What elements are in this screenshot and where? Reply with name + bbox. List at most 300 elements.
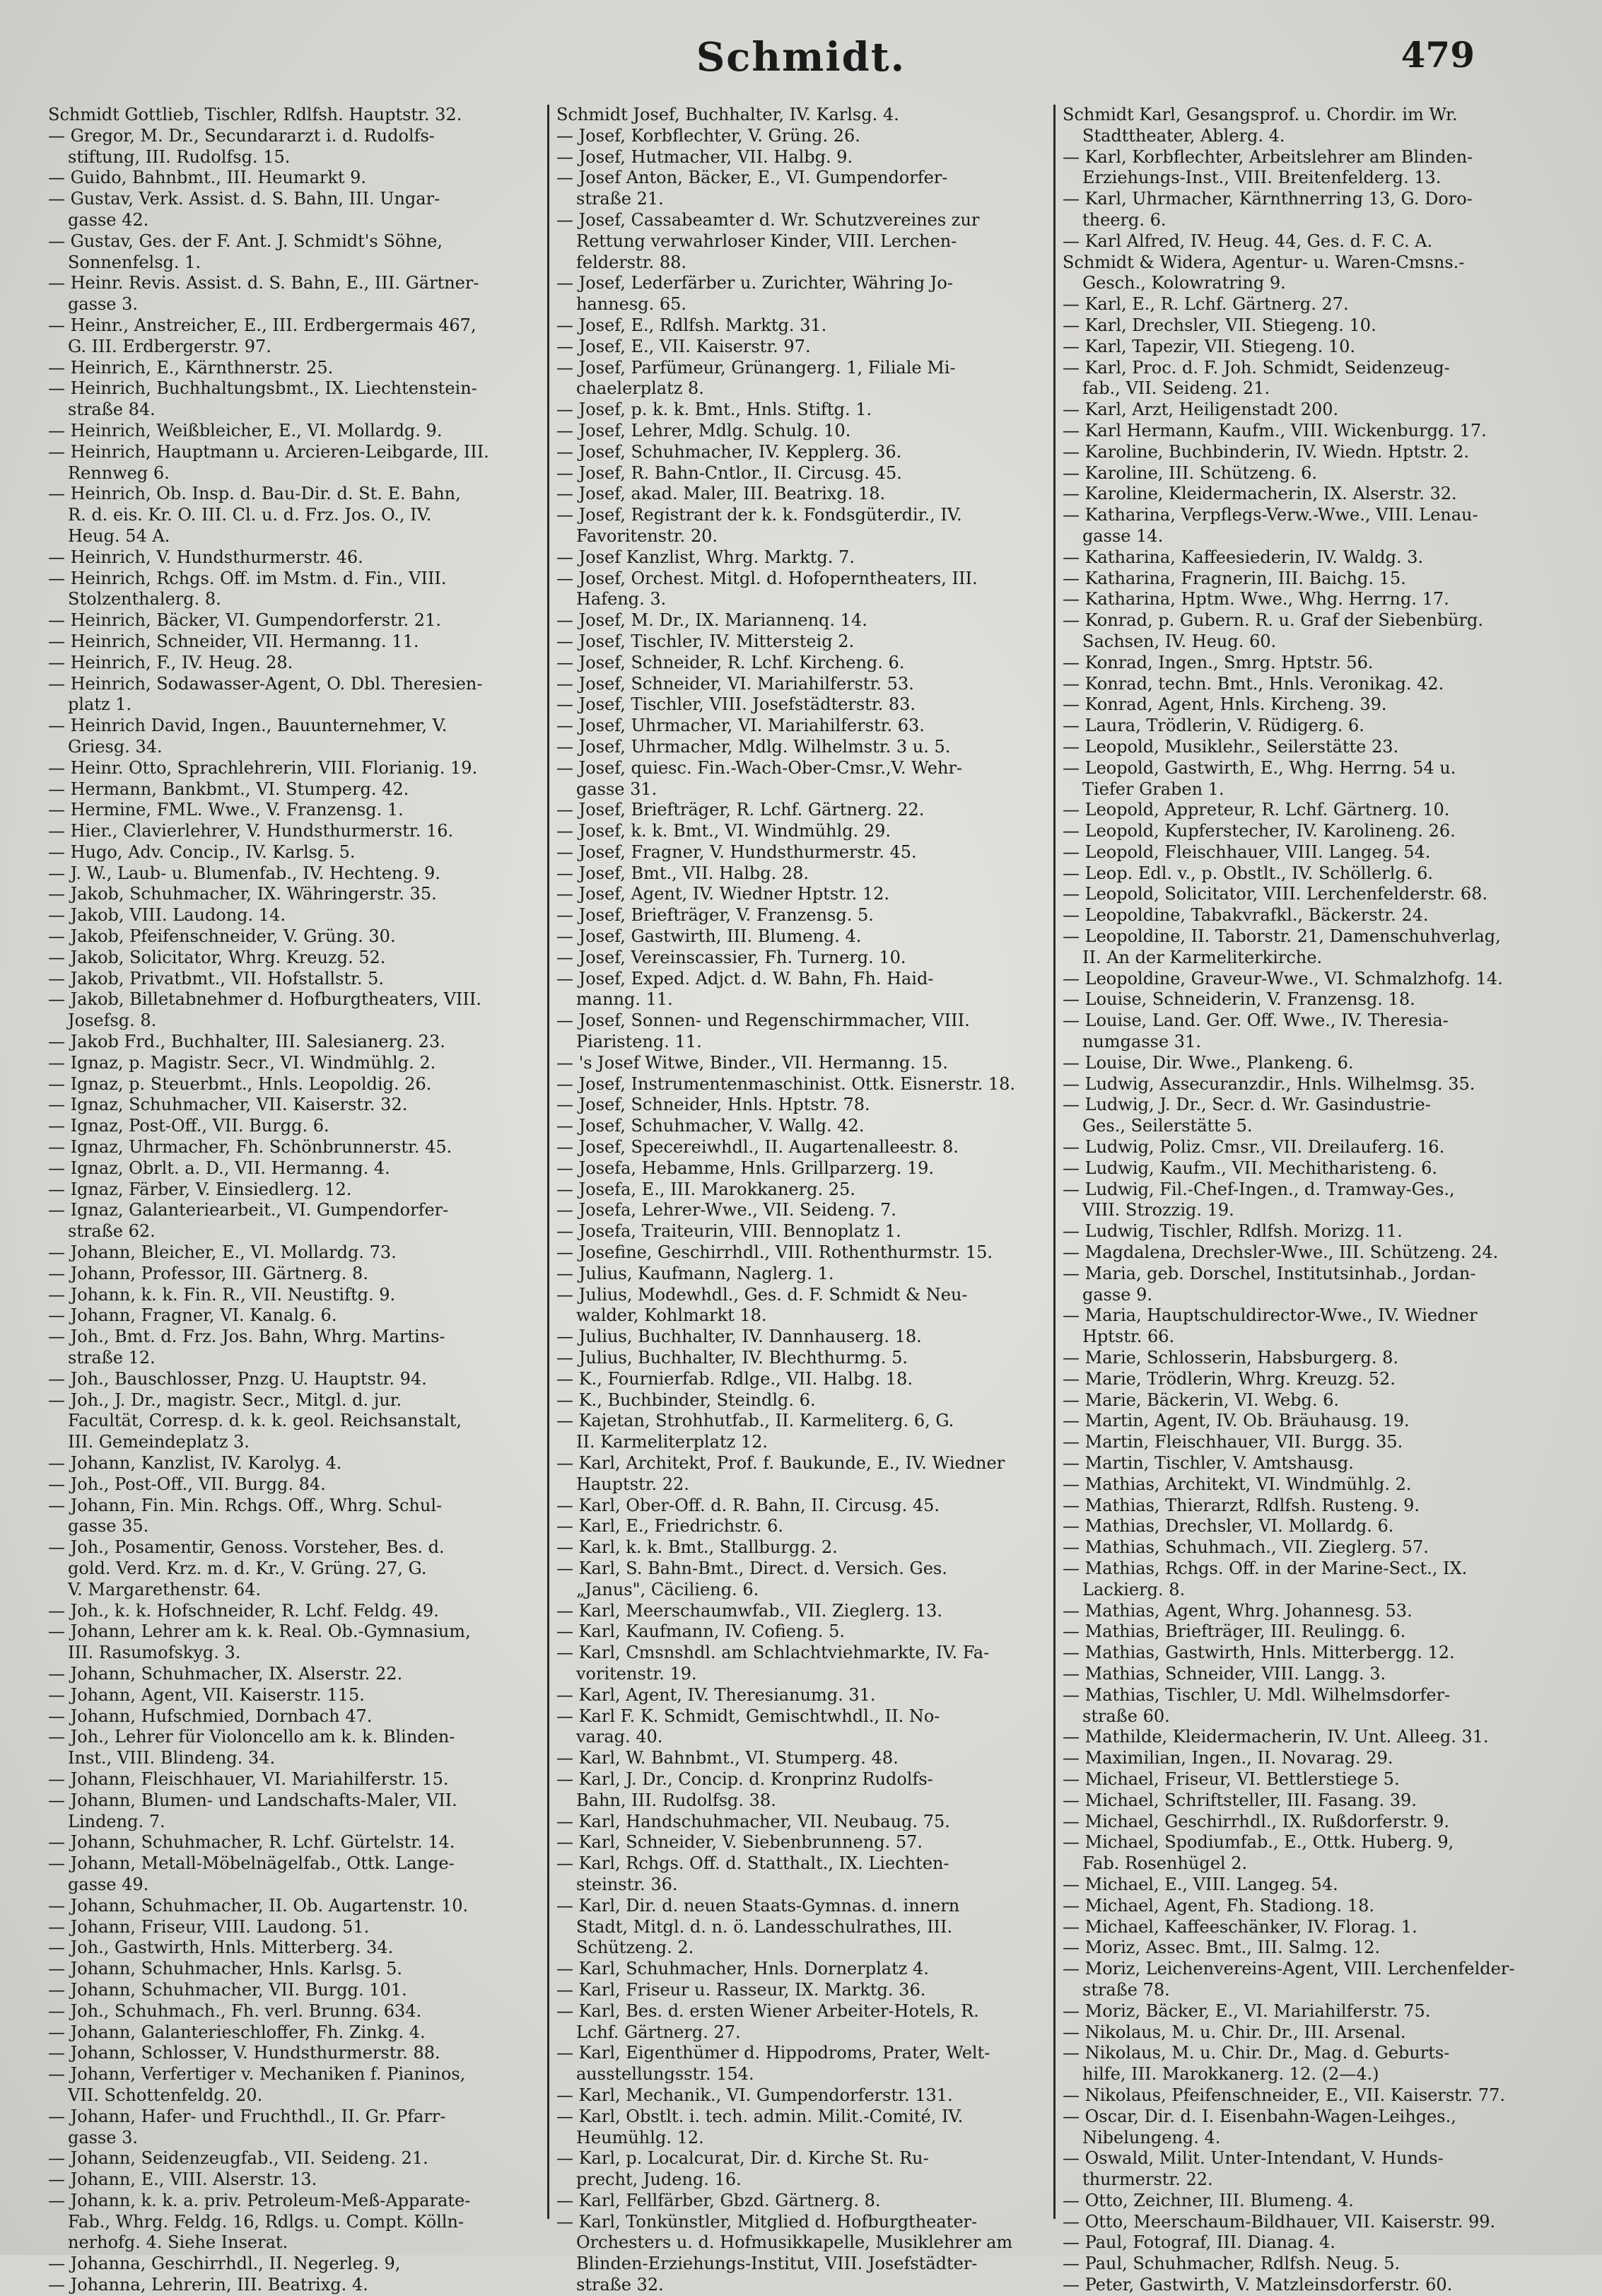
entry-line: — Josef, R. Bahn-Cntlor., II. Circusg. 45. [556,462,902,483]
entry-line: — Heinrich, Sodawasser-Agent, O. Dbl. Theresien- [48,673,483,694]
entry-line: — Heinrich, Weißbleicher, E., VI. Mollardg. 9. [48,420,443,441]
entry-line: — Ignaz, Post-Off., VII. Burgg. 6. [48,1116,329,1136]
entry-continuation-line: stiftung, III. Rudolfsg. 15. [68,146,291,167]
entry-line: — Guido, Bahnbmt., III. Heumarkt 9. [48,168,367,188]
entry-line: — Joh., Bmt. d. Frz. Jos. Bahn, Whrg. Martins- [48,1327,445,1347]
entry-line: — Josef, Schuhmacher, V. Wallg. 42. [556,1116,865,1136]
entry-line: — Josef, Hutmacher, VII. Halbg. 9. [556,146,853,167]
entry-line: Schmidt & Widera, Agentur- u. Waren-Cmsns.- [1063,252,1465,272]
entry-line: — Josef, Specereiwhdl., II. Augartenalleestr. 8. [556,1137,959,1158]
entry-line: — Karl, Cmsnshdl. am Schlachtviehmarkte, IV. Fa- [556,1643,990,1663]
entry-line: — Kajetan, Strohhutfab., II. Karmeliterg. 6, G. [556,1411,954,1431]
column-3 [1053,105,1560,2295]
entry-continuation-line: Favoritenstr. 20. [576,525,718,546]
entry-line: — Josefa, E., III. Marokkanerg. 25. [556,1179,855,1199]
entry-line: — Leopold, Musiklehr., Seilerstätte 23. [1063,736,1399,757]
entry-line: — Josef, Tischler, VIII. Josefstädterstr. 83. [556,694,916,715]
entry-line: — Karl, k. k. Bmt., Stallburgg. 2. [556,1537,838,1558]
entry-continuation-line: gasse 3. [68,294,139,315]
entry-line: — Karl, Schuhmacher, Hnls. Dornerplatz 4. [556,1959,929,1979]
entry-continuation-line: Rennweg 6. [68,462,170,483]
entry-continuation-line: straße 21. [576,189,664,209]
entry-continuation-line: ausstellungsstr. 154. [576,2064,754,2085]
entry-line: — Karl, J. Dr., Concip. d. Kronprinz Rudolfs- [556,1768,933,1789]
entry-line: — Heinrich, V. Hundsthurmerstr. 46. [48,547,363,567]
entry-continuation-line: theerg. 6. [1082,209,1167,230]
entry-line: — Josef, Agent, IV. Wiedner Hptstr. 12. [556,884,890,904]
entry-line: — Josef, quiesc. Fin.-Wach-Ober-Cmsr.,V. Wehr- [556,757,963,778]
entry-line: — Josefa, Traiteurin, VIII. Bennoplatz 1. [556,1221,901,1242]
entry-line: — Peter, Gastwirth, V. Matzleinsdorferstr. 60. [1063,2275,1453,2295]
entry-continuation-line: Facultät, Corresp. d. k. k. geol. Reichsanstalt, [68,1411,462,1431]
entry-line: — Michael, Schriftsteller, III. Fasang. 39. [1063,1790,1417,1810]
entry-line: — Moriz, Assec. Bmt., III. Salmg. 12. [1063,1937,1381,1958]
entry-line: — Nikolaus, Pfeifenschneider, E., VII. Kaiserstr. 77. [1063,2085,1506,2105]
entry-line: — Maria, Hauptschuldirector-Wwe., IV. Wiedner [1063,1305,1478,1326]
entry-line: — Konrad, p. Gubern. R. u. Graf der Siebenbürg. [1063,610,1484,631]
entry-continuation-line: Griesg. 34. [68,736,163,757]
entry-line: — Josefine, Geschirrhdl., VIII. Rothenthurmstr. 15. [556,1242,993,1263]
entry-line: — Johann, E., VIII. Alserstr. 13. [48,2169,317,2190]
entry-line: — Ignaz, Uhrmacher, Fh. Schönbrunnerstr. 45. [48,1137,452,1158]
entry-line: — Oswald, Milit. Unter-Intendant, V. Hunds- [1063,2148,1444,2169]
entry-line: — Johann, Schuhmacher, IX. Alserstr. 22. [48,1663,403,1684]
entry-continuation-line: Inst., VIII. Blindeng. 34. [68,1748,276,1768]
entry-line: — Heinrich, Buchhaltungsbmt., IX. Liechtenstein- [48,378,477,399]
entry-continuation-line: VIII. Strozzig. 19. [1082,1200,1234,1220]
entry-line: — Paul, Fotograf, III. Dianag. 4. [1063,2232,1335,2253]
entry-continuation-line: Sonnenfelsg. 1. [68,252,201,272]
entry-line: — Heinrich, Schneider, VII. Hermanng. 11. [48,631,419,651]
entry-line: — Katharina, Verpflegs-Verw.-Wwe., VIII. Lenau- [1063,505,1478,525]
entry-line: — Johann, Galanterieschloffer, Fh. Zinkg. 4. [48,2022,426,2042]
entry-line: — 's Josef Witwe, Binder., VII. Hermanng. 15. [556,1052,948,1073]
entry-continuation-line: III. Rasumofskyg. 3. [68,1643,241,1663]
entry-line: — Karl, E., R. Lchf. Gärtnerg. 27. [1063,294,1349,315]
entry-line: Schmidt Josef, Buchhalter, IV. Karlsg. 4. [556,105,899,124]
entry-line: — Leopoldine, Graveur-Wwe., VI. Schmalzhofg. 14. [1063,968,1503,989]
entry-line: — Josef, Uhrmacher, Mdlg. Wilhelmstr. 3 u. 5. [556,736,951,757]
entry-line: — Johann, Schuhmacher, II. Ob. Augartenstr. 10. [48,1895,469,1916]
entry-line: — Jakob, Solicitator, Whrg. Kreuzg. 52. [48,947,386,967]
entry-line: — Josef, Lederfärber u. Zurichter, Währing Jo- [556,273,953,293]
column-2 [547,105,1053,2295]
page-header [0,34,1602,98]
entry-line: — Johann, Verfertiger v. Mechaniken f. Pianinos, [48,2064,466,2085]
entry-line: — Nikolaus, M. u. Chir. Dr., Mag. d. Geburts- [1063,2043,1450,2063]
entry-line: — Josef, Cassabeamter d. Wr. Schutzvereines zur [556,209,980,230]
page-title: Schmidt. [696,34,906,81]
entry-line: — Johann, k. k. a. priv. Petroleum-Meß-Apparate- [48,2190,471,2210]
entry-line: — Johann, Friseur, VIII. Laudong. 51. [48,1916,370,1937]
entry-line: — Joh., J. Dr., magistr. Secr., Mitgl. d. jur. [48,1389,402,1410]
entry-continuation-line: chaelerplatz 8. [576,378,704,399]
entry-continuation-line: Josefsg. 8. [68,1010,157,1031]
entry-line: — Heinr. Revis. Assist. d. S. Bahn, E., III. Gärtner- [48,273,479,293]
entry-line: — Michael, E., VIII. Langeg. 54. [1063,1874,1338,1894]
entry-line: — Katharina, Kaffeesiederin, IV. Waldg. 3. [1063,547,1424,567]
entry-line: — Ignaz, p. Steuerbmt., Hnls. Leopoldig. 26. [48,1073,432,1094]
entry-line: — Leopoldine, II. Taborstr. 21, Damenschuhverlag, [1063,926,1501,947]
entry-continuation-line: nerhofg. 4. Siehe Inserat. [68,2232,288,2253]
entry-line: — Josef, M. Dr., IX. Mariannenq. 14. [556,610,867,631]
entry-line: — Johanna, Geschirrhdl., II. Negerleg. 9, [48,2254,401,2274]
entry-line: — Johann, Fin. Min. Rchgs. Off., Whrg. Schul- [48,1495,443,1515]
entry-line: — Karl Hermann, Kaufm., VIII. Wickenburgg. 17. [1063,420,1487,441]
columns-container [41,105,1561,2295]
entry-line: — Karl, Rchgs. Off. d. Statthalt., IX. Liechten- [556,1853,949,1874]
entry-line: — Karl, Obstlt. i. tech. admin. Milit.-Comité, IV. [556,2106,964,2126]
entry-line: — Josef, Instrumentenmaschinist. Ottk. Eisnerstr. 18. [556,1073,1015,1094]
entry-line: — Louise, Dir. Wwe., Plankeng. 6. [1063,1052,1354,1073]
entry-line: — Maximilian, Ingen., II. Novarag. 29. [1063,1748,1393,1768]
entry-line: — Karl, Dir. d. neuen Staats-Gymnas. d. innern [556,1895,960,1916]
entry-line: — Jakob Frd., Buchhalter, III. Salesianerg. 23. [48,1032,445,1052]
entry-line: — Karl, Arzt, Heiligenstadt 200. [1063,400,1339,420]
entry-line: — Karl, Kaufmann, IV. Cofieng. 5. [556,1621,845,1642]
entry-line: — Marie, Bäckerin, VI. Webg. 6. [1063,1389,1339,1410]
entry-continuation-line: hilfe, III. Marokkanerg. 12. (2—4.) [1082,2064,1379,2085]
entry-line: — Josef, Schneider, R. Lchf. Kircheng. 6. [556,652,905,672]
entry-line: — Moriz, Leichenvereins-Agent, VIII. Lerchenfelder- [1063,1959,1515,1979]
entry-line: — Hermine, FML. Wwe., V. Franzensg. 1. [48,800,404,820]
entry-line: — Ludwig, Fil.-Chef-Ingen., d. Tramway-Ges., [1063,1179,1455,1199]
entry-continuation-line: Erziehungs-Inst., VIII. Breitenfelderg. 13. [1082,168,1442,188]
entry-line: — Josef Anton, Bäcker, E., VI. Gumpendorfer- [556,168,948,188]
entry-line: — Mathias, Agent, Whrg. Johannesg. 53. [1063,1600,1413,1621]
entry-line: — Heinr., Anstreicher, E., III. Erdbergermais 467, [48,315,476,335]
entry-continuation-line: gasse 49. [68,1874,149,1894]
entry-line: — Josef Kanzlist, Whrg. Marktg. 7. [556,547,855,567]
entry-line: — Josef, Tischler, IV. Mittersteig 2. [556,631,855,651]
entry-line: — Johann, Schlosser, V. Hundsthurmerstr. 88. [48,2043,440,2063]
entry-line: — Ludwig, J. Dr., Secr. d. Wr. Gasindustrie- [1063,1095,1431,1115]
entry-line: — Johann, Schuhmacher, Hnls. Karlsg. 5. [48,1959,403,1979]
entry-line: — Karoline, Kleidermacherin, IX. Alserstr. 32. [1063,484,1457,504]
entry-line: — Leopold, Kupferstecher, IV. Karolineng. 26. [1063,821,1456,841]
entry-continuation-line: „Janus", Cäcilieng. 6. [576,1579,759,1599]
entry-continuation-line: R. d. eis. Kr. O. III. Cl. u. d. Frz. Jos. O., IV. [68,505,432,525]
entry-continuation-line: G. III. Erdbergerstr. 97. [68,336,271,356]
entry-line: — Josef, Schneider, Hnls. Hptstr. 78. [556,1095,870,1115]
entry-line: — Josef, p. k. k. Bmt., Hnls. Stiftg. 1. [556,400,872,420]
entry-line: — Ignaz, Schuhmacher, VII. Kaiserstr. 32. [48,1095,408,1115]
entry-continuation-line: varag. 40. [576,1727,663,1747]
entry-line: — Jakob, Billetabnehmer d. Hofburgtheaters, VIII. [48,989,481,1010]
entry-line: — Heinrich, Rchgs. Off. im Mstm. d. Fin., VIII. [48,568,447,588]
entry-line: — Konrad, Ingen., Smrg. Hptstr. 56. [1063,652,1374,672]
entry-line: — Johann, k. k. Fin. R., VII. Neustiftg. 9. [48,1284,396,1305]
entry-continuation-line: II. An der Karmeliterkirche. [1082,947,1323,967]
entry-line: — Johann, Hafer- und Fruchthdl., II. Gr. Pfarr- [48,2106,446,2126]
entry-line: — Karl, S. Bahn-Bmt., Direct. d. Versich. Ges. [556,1558,947,1578]
entry-continuation-line: Fab. Rosenhügel 2. [1082,1853,1248,1874]
entry-line: — Karl, Friseur u. Rasseur, IX. Marktg. 36. [556,1979,926,2000]
entry-line: — Ignaz, Galanteriearbeit., VI. Gumpendorfer- [48,1200,449,1220]
entry-continuation-line: Stolzenthalerg. 8. [68,589,221,610]
entry-line: — Julius, Modewhdl., Ges. d. F. Schmidt & Neu- [556,1284,968,1305]
entry-line: — Mathias, Schuhmach., VII. Zieglerg. 57. [1063,1537,1429,1558]
entry-line: — Martin, Agent, IV. Ob. Bräuhausg. 19. [1063,1411,1410,1431]
entry-line: — Mathias, Schneider, VIII. Langg. 3. [1063,1663,1386,1684]
entry-line: — Heinrich, Ob. Insp. d. Bau-Dir. d. St. E. Bahn, [48,484,461,504]
entry-line: — Karl, p. Localcurat, Dir. d. Kirche St. Ru- [556,2148,929,2169]
entry-line: — Joh., Posamentir, Genoss. Vorsteher, Bes. d. [48,1537,445,1558]
entry-line: — Johann, Blumen- und Landschafts-Maler, VII. [48,1790,457,1810]
entry-line: — Joh., Schuhmach., Fh. verl. Brunng. 634. [48,2000,422,2021]
entry-line: — Karl, Meerschaumwfab., VII. Zieglerg. 13. [556,1600,943,1621]
entry-line: — Karl, Agent, IV. Theresianumg. 31. [556,1684,876,1705]
entry-line: — Josefa, Lehrer-Wwe., VII. Seideng. 7. [556,1200,896,1220]
entry-continuation-line: felderstr. 88. [576,252,687,272]
entry-continuation-line: VII. Schottenfeldg. 20. [68,2085,263,2105]
entry-line: — Johann, Seidenzeugfab., VII. Seideng. 21. [48,2148,428,2169]
entry-line: — Mathias, Rchgs. Off. in der Marine-Sect., IX. [1063,1558,1468,1578]
entry-line: — Paul, Schuhmacher, Rdlfsh. Neug. 5. [1063,2254,1401,2274]
entry-continuation-line: hannesg. 65. [576,294,686,315]
entry-continuation-line: Bahn, III. Rudolfsg. 38. [576,1790,776,1810]
entry-line: — Mathias, Tischler, U. Mdl. Wilhelmsdorfer- [1063,1684,1451,1705]
entry-continuation-line: Hptstr. 66. [1082,1327,1175,1347]
entry-line: — Josef, Exped. Adjct. d. W. Bahn, Fh. Haid- [556,968,934,989]
entry-line: — J. W., Laub- u. Blumenfab., IV. Hechteng. 9. [48,863,440,883]
entry-continuation-line: gasse 35. [68,1516,149,1537]
entry-continuation-line: Stadttheater, Ablerg. 4. [1082,125,1285,146]
entry-line: — Hermann, Bankbmt., VI. Stumperg. 42. [48,779,409,799]
entry-continuation-line: platz 1. [68,694,132,715]
entry-line: — Katharina, Hptm. Wwe., Whg. Herrng. 17. [1063,589,1449,610]
entry-continuation-line: Heumühlg. 12. [576,2127,704,2148]
entry-line: — Karl, Handschuhmacher, VII. Neubaug. 75. [556,1811,950,1831]
entry-continuation-line: Lindeng. 7. [68,1811,165,1831]
entry-line: — Julius, Buchhalter, IV. Dannhauserg. 18. [556,1327,922,1347]
entry-line: — Johann, Agent, VII. Kaiserstr. 115. [48,1684,365,1705]
entry-line: — Karoline, Buchbinderin, IV. Wiedn. Hptstr. 2. [1063,441,1469,462]
entry-continuation-line: Ges., Seilerstätte 5. [1082,1116,1253,1136]
entry-continuation-line: voritenstr. 19. [576,1663,697,1684]
entry-line: — Leopold, Gastwirth, E., Whg. Herrng. 54 u. [1063,757,1456,778]
entry-continuation-line: straße 60. [1082,1706,1170,1726]
entry-line: Schmidt Karl, Gesangsprof. u. Chordir. im Wr. [1063,105,1458,124]
entry-line: — Hugo, Adv. Concip., IV. Karlsg. 5. [48,841,356,862]
entry-line: — Josef, Orchest. Mitgl. d. Hofoperntheaters, III. [556,568,978,588]
entry-continuation-line: Fab., Whrg. Feldg. 16, Rdlgs. u. Compt. Kölln- [68,2211,464,2232]
entry-line: — Jakob, Pfeifenschneider, V. Grüng. 30. [48,926,396,947]
entry-line: — Maria, geb. Dorschel, Institutsinhab., Jordan- [1063,1263,1476,1283]
entry-line: — Johann, Professor, III. Gärtnerg. 8. [48,1263,368,1283]
entry-line: — Jakob, Schuhmacher, IX. Währingerstr. 35. [48,884,437,904]
entry-line: — Louise, Land. Ger. Off. Wwe., IV. Theresia- [1063,1010,1449,1031]
entry-line: — Joh., Gastwirth, Hnls. Mitterberg. 34. [48,1937,394,1958]
entry-line: — Josef, Bmt., VII. Halbg. 28. [556,863,809,883]
entry-line: — Heinrich, Bäcker, VI. Gumpendorferstr. 21. [48,610,441,631]
entry-line: — Joh., Lehrer für Violoncello am k. k. Blinden- [48,1727,455,1747]
entry-line: — Josef, Parfümeur, Grünangerg. 1, Filiale Mi- [556,357,956,378]
entry-continuation-line: Rettung verwahrloser Kinder, VIII. Lerchen- [576,231,957,251]
entry-line: — Josef, k. k. Bmt., VI. Windmühlg. 29. [556,821,891,841]
entry-continuation-line: gasse 42. [68,209,149,230]
entry-line: — Karl Alfred, IV. Heug. 44, Ges. d. F. C. A. [1063,231,1433,251]
entry-line: — Johann, Kanzlist, IV. Karolyg. 4. [48,1453,342,1473]
entry-continuation-line: straße 32. [576,2275,664,2295]
entry-line: — Karl, Eigenthümer d. Hippodroms, Prater, Welt- [556,2043,990,2063]
entry-line: — Josef, Vereinscassier, Fh. Turnerg. 10. [556,947,906,967]
entry-continuation-line: III. Gemeindeplatz 3. [68,1432,250,1452]
entry-line: — Karl, Architekt, Prof. f. Baukunde, E., IV. Wiedner [556,1453,1005,1473]
entry-line: — Oscar, Dir. d. I. Eisenbahn-Wagen-Leihges., [1063,2106,1456,2126]
entry-line: — Josef, Registrant der k. k. Fondsgüterdir., IV. [556,505,962,525]
entry-line: — Michael, Kaffeeschänker, IV. Florag. 1. [1063,1916,1417,1937]
entry-line: — Josef, Lehrer, Mdlg. Schulg. 10. [556,420,851,441]
entry-line: — Karoline, III. Schützeng. 6. [1063,462,1318,483]
entry-line: — Konrad, Agent, Hnls. Kircheng. 39. [1063,694,1387,715]
entry-line: — Gustav, Ges. der F. Ant. J. Schmidt's Söhne, [48,231,443,251]
entry-line: — Josef, E., VII. Kaiserstr. 97. [556,336,811,356]
entry-continuation-line: precht, Judeng. 16. [576,2169,742,2190]
entry-line: — Leopold, Appreteur, R. Lchf. Gärtnerg. 10. [1063,800,1450,820]
entry-line: — Karl, Bes. d. ersten Wiener Arbeiter-Hotels, R. [556,2000,979,2021]
entry-line: — Josef, E., Rdlfsh. Marktg. 31. [556,315,827,335]
entry-line: — Heinrich, E., Kärnthnerstr. 25. [48,357,334,378]
entry-line: — Johann, Bleicher, E., VI. Mollardg. 73. [48,1242,397,1263]
entry-line: — Leopoldine, Tabakvrafkl., Bäckerstr. 24. [1063,905,1429,926]
entry-line: — Leopold, Solicitator, VIII. Lerchenfelderstr. 68. [1063,884,1488,904]
entry-line: — Mathilde, Kleidermacherin, IV. Unt. Alleeg. 31. [1063,1727,1489,1747]
entry-line: — Johann, Fleischhauer, VI. Mariahilferstr. 15. [48,1768,449,1789]
entry-line: — Joh., Bauschlosser, Pnzg. U. Hauptstr. 94. [48,1368,427,1389]
entry-line: — Ignaz, p. Magistr. Secr., VI. Windmühlg. 2. [48,1052,436,1073]
entry-line: — K., Buchbinder, Steindlg. 6. [556,1389,816,1410]
entry-line: — Magdalena, Drechsler-Wwe., III. Schützeng. 24. [1063,1242,1499,1263]
page-number: 479 [1401,34,1475,76]
entry-line: — Michael, Geschirrhdl., IX. Rußdorferstr. 9. [1063,1811,1449,1831]
column-1 [41,105,547,2295]
entry-continuation-line: Hauptstr. 22. [576,1474,689,1494]
entry-line: — Josef, Schneider, VI. Mariahilferstr. 53. [556,673,914,694]
entry-line: — Karl F. K. Schmidt, Gemischtwhdl., II. No- [556,1706,940,1726]
entry-line: — Karl, W. Bahnbmt., VI. Stumperg. 48. [556,1748,899,1768]
entry-line: — Johann, Hufschmied, Dornbach 47. [48,1706,373,1726]
entry-continuation-line: manng. 11. [576,989,673,1010]
entry-continuation-line: Hafeng. 3. [576,589,667,610]
entry-continuation-line: V. Margarethenstr. 64. [68,1579,262,1599]
entry-line: — Karl, Ober-Off. d. R. Bahn, II. Circusg. 45. [556,1495,940,1515]
entry-line: — Karl, Uhrmacher, Kärnthnerring 13, G. Doro- [1063,189,1473,209]
entry-line: — Heinr. Otto, Sprachlehrerin, VIII. Florianig. 19. [48,757,478,778]
entry-line: — Karl, Mechanik., VI. Gumpendorferstr. 131. [556,2085,953,2105]
entry-line: — Josef, Briefträger, V. Franzensg. 5. [556,905,874,926]
entry-line: — Heinrich, F., IV. Heug. 28. [48,652,293,672]
entry-line: — Josef, Korbflechter, V. Grüng. 26. [556,125,860,146]
entry-line: — Julius, Buchhalter, IV. Blechthurmg. 5. [556,1348,908,1368]
entry-line: — Otto, Meerschaum-Bildhauer, VII. Kaiserstr. 99. [1063,2211,1496,2232]
entry-continuation-line: thurmerstr. 22. [1082,2169,1213,2190]
entry-continuation-line: straße 84. [68,400,156,420]
entry-line: — Jakob, VIII. Laudong. 14. [48,905,286,926]
entry-line: — Heinrich David, Ingen., Bauunternehmer, V. [48,716,448,736]
entry-line: — Mathias, Drechsler, VI. Mollardg. 6. [1063,1516,1394,1537]
entry-line: — Josef, Fragner, V. Hundsthurmerstr. 45. [556,841,917,862]
entry-line: — Ignaz, Obrlt. a. D., VII. Hermanng. 4. [48,1158,390,1178]
entry-continuation-line: Tiefer Graben 1. [1082,779,1224,799]
entry-line: — Johann, Schuhmacher, R. Lchf. Gürtelstr. 14. [48,1832,455,1853]
entry-line: — Josefa, Hebamme, Hnls. Grillparzerg. 19. [556,1158,935,1178]
entry-line: — Martin, Fleischhauer, VII. Burgg. 35. [1063,1432,1403,1452]
entry-continuation-line: Lchf. Gärtnerg. 27. [576,2022,741,2042]
entry-line: — Mathias, Architekt, VI. Windmühlg. 2. [1063,1474,1412,1494]
entry-line: — Karl, Tonkünstler, Mitglied d. Hofburgtheater- [556,2211,978,2232]
entry-line: — Martin, Tischler, V. Amtshausg. [1063,1453,1354,1473]
entry-line: — Joh., Post-Off., VII. Burgg. 84. [48,1474,326,1494]
entry-line: — Moriz, Bäcker, E., VI. Mariahilferstr. 75. [1063,2000,1431,2021]
entry-continuation-line: Sachsen, IV. Heug. 60. [1082,631,1277,651]
entry-line: — Leop. Edl. v., p. Obstlt., IV. Schöllerlg. 6. [1063,863,1433,883]
entry-line: — Heinrich, Hauptmann u. Arcieren-Leibgarde, III. [48,441,489,462]
entry-continuation-line: fab., VII. Seideng. 21. [1082,378,1270,399]
entry-line: — Louise, Schneiderin, V. Franzensg. 18. [1063,989,1415,1010]
entry-line: — Karl, Fellfärber, Gbzd. Gärtnerg. 8. [556,2190,881,2210]
entry-line: — Michael, Spodiumfab., E., Ottk. Huberg. 9, [1063,1832,1454,1853]
entry-line: — Nikolaus, M. u. Chir. Dr., III. Arsenal. [1063,2022,1406,2042]
entry-line: — Konrad, techn. Bmt., Hnls. Veronikag. 42. [1063,673,1444,694]
entry-continuation-line: straße 78. [1082,1979,1170,2000]
entry-continuation-line: straße 12. [68,1348,156,1368]
entry-line: — Karl, E., Friedrichstr. 6. [556,1516,784,1537]
entry-line: — Josef, Sonnen- und Regenschirmmacher, VIII. [556,1010,970,1031]
entry-continuation-line: gasse 14. [1082,525,1164,546]
entry-line: — Ludwig, Assecuranzdir., Hnls. Wilhelmsg. 35. [1063,1073,1475,1094]
entry-continuation-line: Schützeng. 2. [576,1937,694,1958]
entry-continuation-line: walder, Kohlmarkt 18. [576,1305,767,1326]
entry-line: — Michael, Agent, Fh. Stadiong. 18. [1063,1895,1374,1916]
entry-line: — Mathias, Gastwirth, Hnls. Mitterbergg. 12. [1063,1643,1455,1663]
entry-line: — Ludwig, Kaufm., VII. Mechitharisteng. 6. [1063,1158,1438,1178]
entry-line: — Johann, Lehrer am k. k. Real. Ob.-Gymnasium, [48,1621,471,1642]
entry-continuation-line: Lackierg. 8. [1082,1579,1186,1599]
entry-line: — Gustav, Verk. Assist. d. S. Bahn, III. Ungar- [48,189,440,209]
entry-continuation-line: straße 62. [68,1221,156,1242]
entry-continuation-line: gasse 31. [576,779,657,799]
entry-continuation-line: II. Karmeliterplatz 12. [576,1432,768,1452]
entry-line: — Johann, Metall-Möbelnägelfab., Ottk. Lange- [48,1853,455,1874]
entry-line: — Jakob, Privatbmt., VII. Hofstallstr. 5. [48,968,385,989]
entry-line: — Mathias, Thierarzt, Rdlfsh. Rusteng. 9. [1063,1495,1420,1515]
entry-line: — Johann, Fragner, VI. Kanalg. 6. [48,1305,337,1326]
entry-continuation-line: Stadt, Mitgl. d. n. ö. Landesschulrathes, III. [576,1916,953,1937]
entry-line: Schmidt Gottlieb, Tischler, Rdlfsh. Hauptstr. 32. [48,105,462,124]
entry-line: — Johanna, Lehrerin, III. Beatrixg. 4. [48,2275,368,2295]
entry-line: — Marie, Trödlerin, Whrg. Kreuzg. 52. [1063,1368,1396,1389]
entry-line: — Ludwig, Poliz. Cmsr., VII. Dreilauferg. 16. [1063,1137,1445,1158]
entry-continuation-line: numgasse 31. [1082,1032,1201,1052]
entry-continuation-line: Gesch., Kolowratring 9. [1082,273,1286,293]
entry-line: — Karl, Proc. d. F. Joh. Schmidt, Seidenzeug- [1063,357,1450,378]
entry-continuation-line: gold. Verd. Krz. m. d. Kr., V. Grüng. 27, G. [68,1558,427,1578]
entry-continuation-line: Nibelungeng. 4. [1082,2127,1221,2148]
entry-line: — Josef, akad. Maler, III. Beatrixg. 18. [556,484,886,504]
entry-line: — Karl, Schneider, V. Siebenbrunneng. 57. [556,1832,923,1853]
entry-line: — Laura, Trödlerin, V. Rüdigerg. 6. [1063,716,1364,736]
entry-line: — Josef, Briefträger, R. Lchf. Gärtnerg. 22. [556,800,925,820]
entry-line: — Marie, Schlosserin, Habsburgerg. 8. [1063,1348,1399,1368]
entry-line: — Otto, Zeichner, III. Blumeng. 4. [1063,2190,1354,2210]
entry-continuation-line: gasse 9. [1082,1284,1153,1305]
entry-line: — Josef, Uhrmacher, VI. Mariahilferstr. 63. [556,716,925,736]
entry-line: — Josef, Gastwirth, III. Blumeng. 4. [556,926,862,947]
entry-continuation-line: Orchesters u. d. Hofmusikkapelle, Musiklehrer am [576,2232,1013,2253]
entry-continuation-line: Heug. 54 A. [68,525,170,546]
entry-continuation-line: Blinden-Erziehungs-Institut, VIII. Josefstädter- [576,2254,978,2274]
